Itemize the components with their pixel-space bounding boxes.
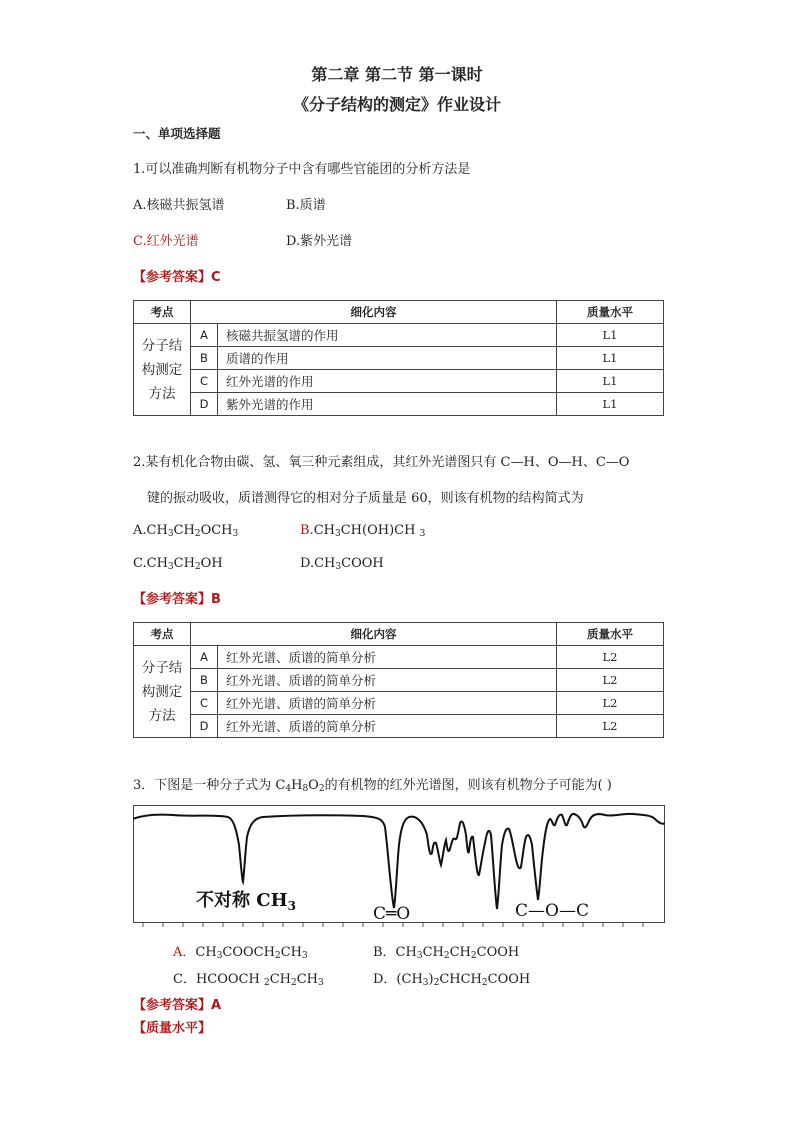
- row-detail: 红外光谱的作用: [218, 370, 557, 393]
- q2-stem-line2: 键的振动吸收，质谱测得它的相对分子质量是 60，则该有机物的结构简式为: [147, 491, 584, 506]
- q2-option-a: $A.CH_3CH_2OCH_3$: [133, 523, 239, 539]
- q1-option-a: A.核磁共振氢谱: [133, 198, 225, 213]
- row-level: L1: [557, 347, 664, 370]
- q3-option-a: A．$CH_3COOCH_2CH_3$: [173, 945, 308, 961]
- table-row: [134, 669, 664, 692]
- q3-quality-label: 【质量水平】: [133, 1021, 212, 1036]
- q1-table: [133, 300, 664, 416]
- table-header-row: [134, 623, 664, 646]
- q1-stem: 1.可以准确判断有机物分子中含有哪些官能团的分析方法是: [133, 162, 471, 177]
- header-level: 质量水平: [557, 301, 664, 324]
- table-row: [134, 324, 664, 347]
- q1-option-b: B.质谱: [286, 198, 326, 213]
- q2-option-c: $C.CH_3CH_2OH$: [133, 556, 223, 572]
- label-ether: C—O—C: [515, 901, 589, 921]
- row-level: L2: [557, 715, 664, 738]
- row-detail: 红外光谱、质谱的简单分析: [218, 669, 557, 692]
- q1-option-c: C.红外光谱: [133, 234, 199, 249]
- table-row: [134, 370, 664, 393]
- header-topic: 考点: [134, 301, 191, 324]
- section-heading: 一、单项选择题: [133, 126, 221, 141]
- row-letter: C: [191, 692, 218, 715]
- row-letter: B: [191, 347, 218, 370]
- page-subtitle: 《分子结构的测定》作业设计: [292, 95, 501, 114]
- q3-option-c: C．HCOOCH $_2CH_2CH_3$: [173, 972, 324, 988]
- topic-cell: 分子结构测定方法: [134, 646, 191, 738]
- row-level: L1: [557, 370, 664, 393]
- q3-stem: 3．下图是一种分子式为 $C_4H_8O_2$的有机物的红外光谱图，则该有机物分子可能为( ): [133, 778, 612, 794]
- row-detail: 红外光谱、质谱的简单分析: [218, 715, 557, 738]
- q1-answer: 【参考答案】C: [133, 270, 221, 285]
- row-letter: A: [191, 324, 218, 347]
- q2-table: [133, 622, 664, 738]
- table-row: [134, 347, 664, 370]
- row-detail: 红外光谱、质谱的简单分析: [218, 646, 557, 669]
- header-topic: 考点: [134, 623, 191, 646]
- q1-option-d: D.紫外光谱: [286, 234, 353, 249]
- row-level: L1: [557, 324, 664, 347]
- row-detail: 核磁共振氢谱的作用: [218, 324, 557, 347]
- row-letter: C: [191, 370, 218, 393]
- row-detail: 紫外光谱的作用: [218, 393, 557, 416]
- table-header-row: [134, 301, 664, 324]
- row-detail: 质谱的作用: [218, 347, 557, 370]
- row-letter: D: [191, 715, 218, 738]
- row-letter: D: [191, 393, 218, 416]
- q2-stem-line1: 2.某有机化合物由碳、氢、氧三种元素组成，其红外光谱图只有 C—H、O—H、C—O: [133, 455, 630, 470]
- header-detail: 细化内容: [191, 301, 557, 324]
- table-row: [134, 393, 664, 416]
- q3-option-b: B．$CH_3CH_2CH_2COOH$: [373, 945, 520, 961]
- q3-option-d: D．$(CH_3)_2CHCH_2COOH$: [373, 972, 531, 988]
- table-row: [134, 715, 664, 738]
- row-level: L1: [557, 393, 664, 416]
- label-carbonyl: C═O: [373, 904, 411, 924]
- header-level: 质量水平: [557, 623, 664, 646]
- label-asym-ch3: 不对称 $CH_3$: [196, 890, 296, 913]
- q2-option-d: $D.CH_3COOH$: [300, 556, 384, 572]
- topic-cell: 分子结构测定方法: [134, 324, 191, 416]
- row-detail: 红外光谱、质谱的简单分析: [218, 692, 557, 715]
- table-row: [134, 646, 664, 669]
- q3-answer: 【参考答案】A: [133, 998, 222, 1013]
- q2-option-b: $B.CH_3CH(OH)CH$ $_3$: [300, 523, 426, 539]
- header-detail: 细化内容: [191, 623, 557, 646]
- row-letter: B: [191, 669, 218, 692]
- table-row: [134, 692, 664, 715]
- row-level: L2: [557, 646, 664, 669]
- row-level: L2: [557, 669, 664, 692]
- row-letter: A: [191, 646, 218, 669]
- page-title: 第二章 第二节 第一课时: [311, 65, 483, 84]
- q2-answer: 【参考答案】B: [133, 592, 221, 607]
- row-level: L2: [557, 692, 664, 715]
- ir-spectrum-figure: [133, 805, 665, 927]
